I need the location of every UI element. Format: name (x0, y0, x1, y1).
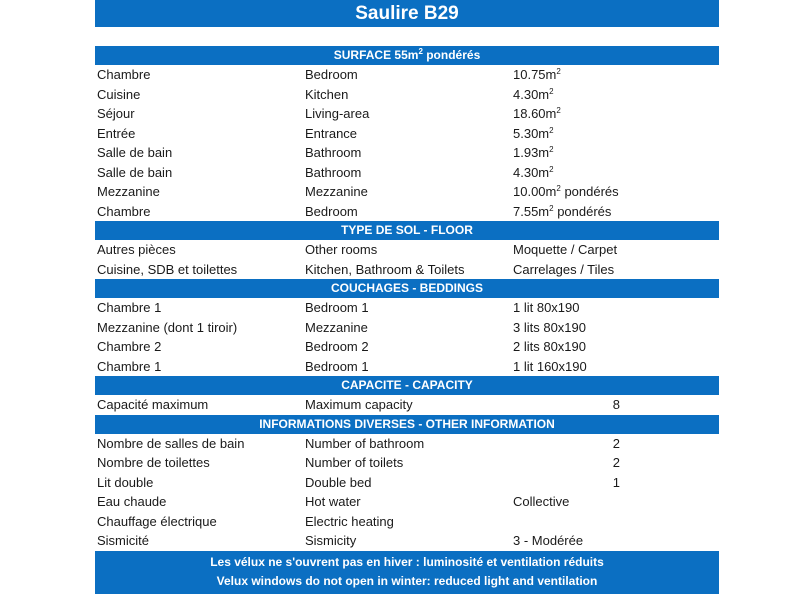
label-fr: Nombre de toilettes (97, 455, 210, 470)
label-en: Maximum capacity (305, 397, 413, 412)
surface-row (95, 143, 719, 163)
label-fr: Salle de bain (97, 145, 173, 160)
floor-value: Carrelages / Tiles (513, 261, 615, 277)
surface-row (95, 163, 719, 183)
label-en: Kitchen (305, 86, 349, 102)
label-fr: Chambre 1 (97, 358, 162, 374)
label-en: Entrance (305, 125, 358, 141)
label-en: Bathroom (305, 164, 362, 180)
label-en: Bedroom 1 (305, 300, 369, 315)
bedding-value: 1 lit 80x190 (513, 300, 580, 315)
bedding-row (95, 357, 719, 377)
surface-row (95, 124, 719, 144)
label-en: Bedroom 2 (305, 339, 369, 354)
info-value: 1 (612, 474, 620, 490)
capacity-row (95, 395, 719, 415)
info-value (513, 512, 719, 532)
surface-row (95, 182, 719, 202)
bedding-row (95, 337, 719, 357)
surface-header (95, 46, 719, 65)
label-fr: Chambre (97, 67, 151, 82)
value-sup: 2 (549, 164, 554, 174)
value-number: 4.30m (513, 164, 550, 180)
label-en: Kitchen, Bathroom & Toilets (305, 261, 465, 277)
value-sup: 2 (549, 125, 554, 135)
surface-row (95, 202, 719, 222)
info-value: 2 (612, 435, 620, 451)
info-row (95, 492, 719, 512)
surface-row (95, 104, 719, 124)
surface-value (513, 104, 719, 124)
beddings-header: COUCHAGES - BEDDINGS (95, 279, 719, 298)
bedding-value: 2 lits 80x190 (513, 339, 586, 354)
bedding-row (95, 298, 719, 318)
velux-notice-en: Velux windows do not open in winter: reduced light and ventilation (216, 573, 598, 588)
floor-value: Moquette / Carpet (513, 242, 618, 257)
surface-header-suffix: pondérés (422, 48, 481, 62)
label-fr: Chambre 2 (97, 339, 162, 354)
velux-notice (95, 551, 719, 594)
surface-row (95, 65, 719, 85)
label-en: Bathroom (305, 145, 362, 160)
surface-value (513, 182, 719, 202)
value-sup: 2 (549, 145, 554, 154)
label-fr: Eau chaude (97, 494, 167, 509)
label-fr: Nombre de salles de bain (97, 435, 245, 451)
value-number: 1.93m (513, 145, 550, 160)
info-value: 3 - Modérée (513, 533, 584, 548)
surface-header-prefix: SURFACE 55m (333, 48, 419, 62)
floor-header: TYPE DE SOL - FLOOR (95, 221, 719, 240)
info-row (95, 531, 719, 551)
floor-row (95, 260, 719, 280)
floor-row (95, 240, 719, 260)
other-info-header: INFORMATIONS DIVERSES - OTHER INFORMATION (95, 415, 719, 434)
label-en: Double bed (305, 474, 372, 490)
info-row (95, 434, 719, 454)
value-sup: 2 (556, 184, 561, 193)
bedding-value: 1 lit 160x190 (513, 358, 587, 374)
value-number: 5.30m (513, 125, 550, 141)
label-fr: Autres pièces (97, 242, 176, 257)
label-fr: Cuisine, SDB et toilettes (97, 261, 238, 277)
label-en: Bedroom (305, 203, 358, 219)
label-fr: Salle de bain (97, 164, 173, 180)
info-row (95, 453, 719, 473)
label-en: Other rooms (305, 242, 378, 257)
label-fr: Mezzanine (dont 1 tiroir) (97, 319, 238, 335)
value-sup: 2 (556, 67, 561, 76)
value-suffix: pondérés (560, 184, 619, 199)
label-en: Mezzanine (305, 319, 368, 335)
value-number: 4.30m (513, 86, 550, 102)
label-en: Number of bathroom (305, 435, 425, 451)
value-suffix: pondérés (553, 203, 612, 219)
label-fr: Lit double (97, 474, 154, 490)
label-fr: Chambre (97, 203, 151, 219)
bedding-row (95, 318, 719, 338)
value-sup: 2 (549, 203, 554, 213)
label-fr: Chambre 1 (97, 300, 162, 315)
info-row (95, 512, 719, 532)
bedding-value: 3 lits 80x190 (513, 319, 586, 335)
surface-row (95, 85, 719, 105)
label-en: Living-area (305, 106, 370, 121)
surface-value (513, 143, 719, 163)
info-value: Collective (513, 494, 570, 509)
value-number: 10.75m (513, 67, 557, 82)
value-number: 7.55m (513, 203, 550, 219)
label-fr: Séjour (97, 106, 135, 121)
capacity-value: 8 (612, 397, 620, 412)
label-fr: Chauffage électrique (97, 513, 217, 529)
surface-value (513, 202, 719, 222)
capacity-header: CAPACITE - CAPACITY (95, 376, 719, 395)
surface-value (513, 124, 719, 144)
label-en: Mezzanine (305, 184, 368, 199)
label-en: Number of toilets (305, 455, 404, 470)
label-fr: Capacité maximum (97, 397, 209, 412)
label-en: Electric heating (305, 513, 394, 529)
velux-notice-fr: Les vélux ne s'ouvrent pas en hiver : luminosité et ventilation réduits (210, 554, 604, 569)
label-fr: Entrée (97, 125, 136, 141)
label-en: Bedroom 1 (305, 358, 369, 374)
label-fr: Sismicité (97, 533, 150, 548)
label-en: Bedroom (305, 67, 358, 82)
value-sup: 2 (556, 106, 561, 115)
value-number: 18.60m (513, 106, 557, 121)
label-fr: Mezzanine (97, 184, 160, 199)
value-sup: 2 (549, 86, 554, 96)
property-title: Saulire B29 (95, 0, 719, 27)
property-sheet (95, 0, 719, 594)
surface-value (513, 85, 719, 105)
surface-header-sup: 2 (418, 47, 423, 56)
value-number: 10.00m (513, 184, 557, 199)
label-en: Sismicity (305, 533, 357, 548)
surface-value (513, 65, 719, 85)
surface-rows (95, 65, 719, 221)
info-row (95, 473, 719, 493)
label-fr: Cuisine (97, 86, 141, 102)
info-value: 2 (612, 455, 620, 470)
label-en: Hot water (305, 494, 361, 509)
surface-value (513, 163, 719, 183)
